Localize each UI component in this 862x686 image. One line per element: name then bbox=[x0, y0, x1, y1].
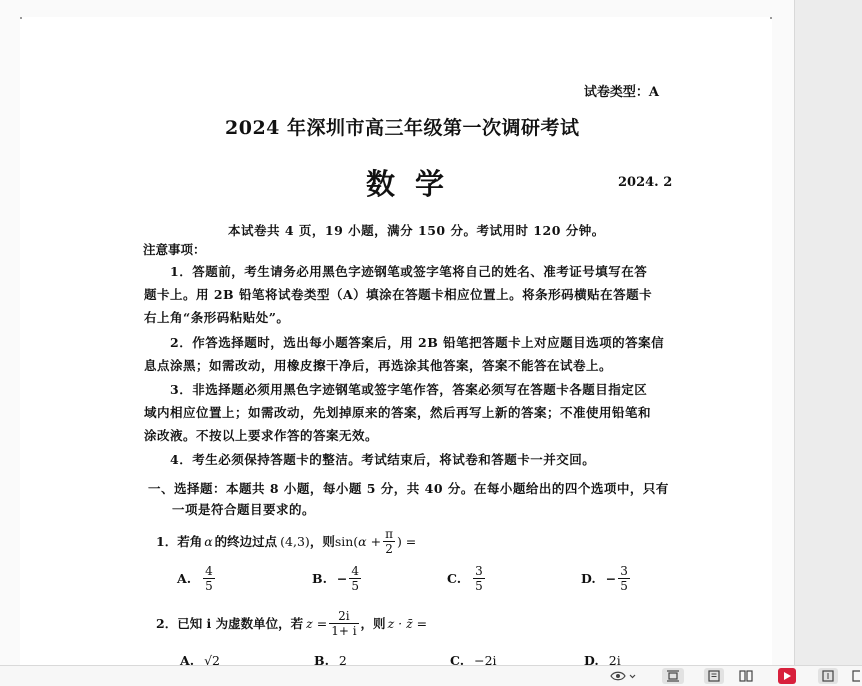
alpha-symbol: α bbox=[204, 533, 213, 549]
section-heading: 一、选择题：本题共 8 小题，每小题 5 分，共 40 分。在每小题给出的四个选项中，只有 bbox=[148, 481, 669, 496]
pi-over-two bbox=[383, 527, 395, 556]
option-fraction bbox=[349, 564, 361, 593]
fraction-denominator: 1+ i bbox=[331, 623, 357, 638]
bottom-toolbar bbox=[0, 665, 862, 686]
question-2-then: ，则 bbox=[360, 616, 386, 631]
option-sign: − bbox=[336, 570, 348, 586]
fraction-denominator: 5 bbox=[205, 578, 213, 593]
notice-line: 2．作答选择题时，选出每小题答案后，用 2B 铅笔把答题卡上对应题目选项的答案信 bbox=[170, 335, 665, 350]
option-a bbox=[180, 653, 220, 665]
fit-page-glyph bbox=[666, 670, 680, 682]
option-label: D. bbox=[581, 570, 596, 586]
fraction-numerator: 2i bbox=[338, 608, 350, 623]
exam-title: 2024 年深圳市高三年级第一次调研考试 bbox=[225, 117, 580, 139]
option-a bbox=[177, 560, 217, 596]
play-icon[interactable] bbox=[778, 668, 796, 684]
exam-info: 本试卷共 4 页，19 小题，满分 150 分。考试用时 120 分钟。 bbox=[228, 223, 605, 238]
notice-line: 题卡上。用 2B 铅笔将试卷类型（A）填涂在答题卡相应位置上。将条形码横贴在答题卡 bbox=[144, 287, 653, 302]
section-heading: 一项是符合题目要求的。 bbox=[172, 502, 316, 517]
notice-line: 涂改液。不按以上要求作答的答案无效。 bbox=[144, 428, 379, 443]
fraction-numerator: 3 bbox=[620, 563, 628, 578]
notice-line: 1．答题前，考生请务必用黑色字迹钢笔或签字笔将自己的姓名、准考证号填写在答 bbox=[170, 264, 648, 279]
question-2 bbox=[156, 605, 427, 641]
option-label: B. bbox=[312, 570, 327, 586]
option-b bbox=[314, 653, 347, 665]
option-value: √2 bbox=[204, 653, 220, 665]
fraction-numerator: 3 bbox=[475, 563, 483, 578]
question-1-close: ) = bbox=[396, 533, 417, 549]
z-equals: z = bbox=[306, 615, 328, 631]
fit-page-icon[interactable] bbox=[662, 668, 684, 684]
question-1-prefix: 1．若角 bbox=[156, 534, 203, 549]
option-value: 2 bbox=[338, 653, 347, 665]
fraction-denominator: 5 bbox=[475, 578, 483, 593]
question-1-point: (4,3) bbox=[280, 533, 310, 549]
option-d bbox=[581, 560, 632, 596]
two-page-glyph bbox=[739, 670, 753, 682]
document-page bbox=[20, 17, 772, 665]
more-icon[interactable] bbox=[850, 668, 862, 684]
single-page-glyph bbox=[708, 670, 720, 682]
alpha-plus: α + bbox=[358, 533, 382, 549]
option-value: 2i bbox=[608, 653, 621, 665]
exam-date: 2024. 2 bbox=[618, 175, 673, 190]
page-corner-mark bbox=[770, 17, 772, 19]
paper-type: 试卷类型：A bbox=[583, 85, 659, 100]
notice-line: 域内相应位置上；如需改动，先划掉原来的答案，然后再写上新的答案；不准使用铅笔和 bbox=[144, 405, 652, 420]
fraction-denominator: 5 bbox=[351, 578, 360, 593]
two-page-icon[interactable] bbox=[736, 668, 756, 684]
notice-title: 注意事项： bbox=[143, 242, 206, 257]
eye-icon[interactable] bbox=[608, 668, 638, 684]
play-glyph bbox=[782, 671, 792, 681]
question-1-then: ，则 bbox=[309, 534, 335, 549]
side-panel-gutter bbox=[794, 0, 862, 665]
question-1 bbox=[156, 523, 416, 559]
question-2-prefix: 2．已知 i 为虚数单位，若 bbox=[156, 616, 304, 631]
page-corner-mark bbox=[20, 17, 22, 19]
sin-function: sin( bbox=[334, 533, 359, 549]
fraction-denominator: 5 bbox=[620, 578, 628, 593]
notice-line: 息点涂黑；如需改动，用橡皮擦干净后，再选涂其他答案，答案不能答在试卷上。 bbox=[144, 358, 613, 373]
notice-line: 右上角“条形码粘贴处”。 bbox=[144, 310, 290, 325]
z-fraction bbox=[329, 609, 358, 638]
fraction-numerator: 4 bbox=[351, 563, 360, 578]
more-glyph bbox=[851, 670, 861, 682]
fraction-denominator: 2 bbox=[385, 541, 393, 556]
option-fraction bbox=[618, 564, 630, 593]
option-label: C. bbox=[450, 653, 465, 665]
option-sign: − bbox=[605, 570, 617, 586]
pi-symbol: π bbox=[385, 526, 393, 541]
fit-width-icon[interactable] bbox=[818, 668, 838, 684]
option-d bbox=[584, 653, 621, 665]
notice-line: 4．考生必须保持答题卡的整洁。考试结束后，将试卷和答题卡一并交回。 bbox=[170, 452, 596, 467]
option-fraction bbox=[203, 564, 215, 593]
option-c bbox=[450, 653, 497, 665]
single-page-icon[interactable] bbox=[704, 668, 724, 684]
option-label: A. bbox=[177, 570, 192, 586]
z-conjugate-product: z · z̄ = bbox=[387, 615, 428, 631]
notice-line: 3．非选择题必须用黑色字迹钢笔或签字笔作答，答案必须写在答题卡各题目指定区 bbox=[170, 382, 648, 397]
option-label: A. bbox=[180, 653, 195, 665]
option-fraction bbox=[473, 564, 485, 593]
fraction-numerator: 4 bbox=[205, 563, 213, 578]
option-label: D. bbox=[584, 653, 599, 665]
subject-title: 数学 bbox=[366, 167, 465, 201]
question-1-middle: 的终边过点 bbox=[214, 534, 278, 549]
fit-width-glyph bbox=[822, 670, 834, 682]
option-c bbox=[447, 560, 487, 596]
option-label: C. bbox=[447, 570, 462, 586]
option-b bbox=[312, 560, 363, 596]
option-value: −2i bbox=[474, 653, 497, 665]
option-label: B. bbox=[314, 653, 329, 665]
eye-icon-glyph bbox=[610, 670, 636, 682]
